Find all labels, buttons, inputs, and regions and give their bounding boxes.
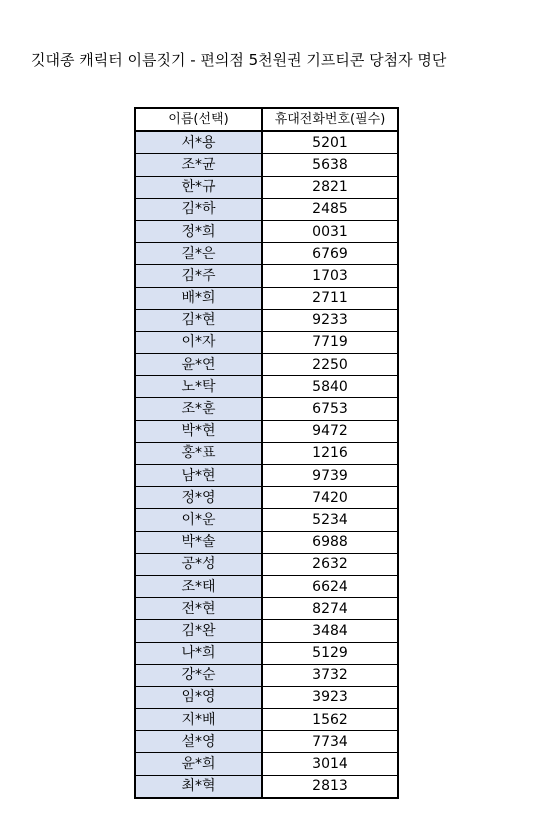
phone-cell: 2632 <box>262 553 398 575</box>
phone-cell: 2711 <box>262 287 398 309</box>
name-cell: 공*성 <box>135 553 262 575</box>
table-row <box>135 731 398 753</box>
name-cell: 조*훈 <box>135 398 262 420</box>
phone-cell: 2813 <box>262 775 398 798</box>
phone-cell: 2250 <box>262 354 398 376</box>
phone-cell: 3732 <box>262 664 398 686</box>
phone-cell: 6769 <box>262 243 398 265</box>
phone-cell: 7420 <box>262 487 398 509</box>
table-row <box>135 753 398 775</box>
table-row <box>135 220 398 242</box>
phone-cell: 2821 <box>262 176 398 198</box>
name-cell: 조*태 <box>135 575 262 597</box>
name-cell: 김*주 <box>135 265 262 287</box>
table-row <box>135 686 398 708</box>
table-row <box>135 709 398 731</box>
header-name: 이름(선택) <box>135 108 262 131</box>
name-cell: 정*영 <box>135 487 262 509</box>
table-row <box>135 442 398 464</box>
header-row <box>135 108 398 131</box>
table-row <box>135 575 398 597</box>
name-cell: 전*현 <box>135 598 262 620</box>
document-title: 깃대종 캐릭터 이름짓기 - 편의점 5천원권 기프티콘 당첨자 명단 <box>31 51 447 69</box>
name-cell: 노*탁 <box>135 376 262 398</box>
name-cell: 나*희 <box>135 642 262 664</box>
name-cell: 조*균 <box>135 154 262 176</box>
table-row <box>135 354 398 376</box>
phone-cell: 8274 <box>262 598 398 620</box>
phone-cell: 7734 <box>262 731 398 753</box>
phone-cell: 5234 <box>262 509 398 531</box>
table-row <box>135 642 398 664</box>
name-cell: 홍*표 <box>135 442 262 464</box>
table-row <box>135 398 398 420</box>
name-cell: 설*영 <box>135 731 262 753</box>
name-cell: 김*하 <box>135 198 262 220</box>
table-body <box>135 131 398 798</box>
phone-cell: 1216 <box>262 442 398 464</box>
table-row <box>135 620 398 642</box>
table-row <box>135 598 398 620</box>
table-row <box>135 154 398 176</box>
name-cell: 정*희 <box>135 220 262 242</box>
phone-cell: 3014 <box>262 753 398 775</box>
name-cell: 이*운 <box>135 509 262 531</box>
table-header <box>135 108 398 131</box>
name-cell: 최*혁 <box>135 775 262 798</box>
phone-cell: 5129 <box>262 642 398 664</box>
table-row <box>135 331 398 353</box>
name-cell: 길*은 <box>135 243 262 265</box>
table-row <box>135 376 398 398</box>
name-cell: 강*순 <box>135 664 262 686</box>
header-phone: 휴대전화번호(필수) <box>262 108 398 131</box>
phone-cell: 2485 <box>262 198 398 220</box>
table-row <box>135 265 398 287</box>
table-row <box>135 198 398 220</box>
name-cell: 윤*연 <box>135 354 262 376</box>
name-cell: 서*용 <box>135 131 262 154</box>
phone-cell: 6624 <box>262 575 398 597</box>
phone-cell: 5201 <box>262 131 398 154</box>
table-row <box>135 309 398 331</box>
name-cell: 윤*희 <box>135 753 262 775</box>
phone-cell: 3484 <box>262 620 398 642</box>
phone-cell: 5840 <box>262 376 398 398</box>
name-cell: 김*완 <box>135 620 262 642</box>
table-row <box>135 553 398 575</box>
name-cell: 박*솔 <box>135 531 262 553</box>
phone-cell: 6753 <box>262 398 398 420</box>
phone-cell: 9472 <box>262 420 398 442</box>
phone-cell: 1562 <box>262 709 398 731</box>
phone-cell: 5638 <box>262 154 398 176</box>
table-row <box>135 775 398 798</box>
name-cell: 김*현 <box>135 309 262 331</box>
phone-cell: 1703 <box>262 265 398 287</box>
table-row <box>135 487 398 509</box>
table-row <box>135 287 398 309</box>
phone-cell: 9233 <box>262 309 398 331</box>
phone-cell: 7719 <box>262 331 398 353</box>
phone-cell: 0031 <box>262 220 398 242</box>
table-row <box>135 243 398 265</box>
phone-cell: 6988 <box>262 531 398 553</box>
name-cell: 이*자 <box>135 331 262 353</box>
table-row <box>135 420 398 442</box>
name-cell: 지*배 <box>135 709 262 731</box>
table-row <box>135 131 398 154</box>
name-cell: 남*현 <box>135 465 262 487</box>
name-cell: 배*희 <box>135 287 262 309</box>
name-cell: 박*현 <box>135 420 262 442</box>
table-row <box>135 531 398 553</box>
table-row <box>135 465 398 487</box>
name-cell: 임*영 <box>135 686 262 708</box>
table-row <box>135 509 398 531</box>
table-row <box>135 664 398 686</box>
table-row <box>135 176 398 198</box>
name-cell: 한*규 <box>135 176 262 198</box>
phone-cell: 9739 <box>262 465 398 487</box>
phone-cell: 3923 <box>262 686 398 708</box>
winner-table <box>134 107 399 799</box>
